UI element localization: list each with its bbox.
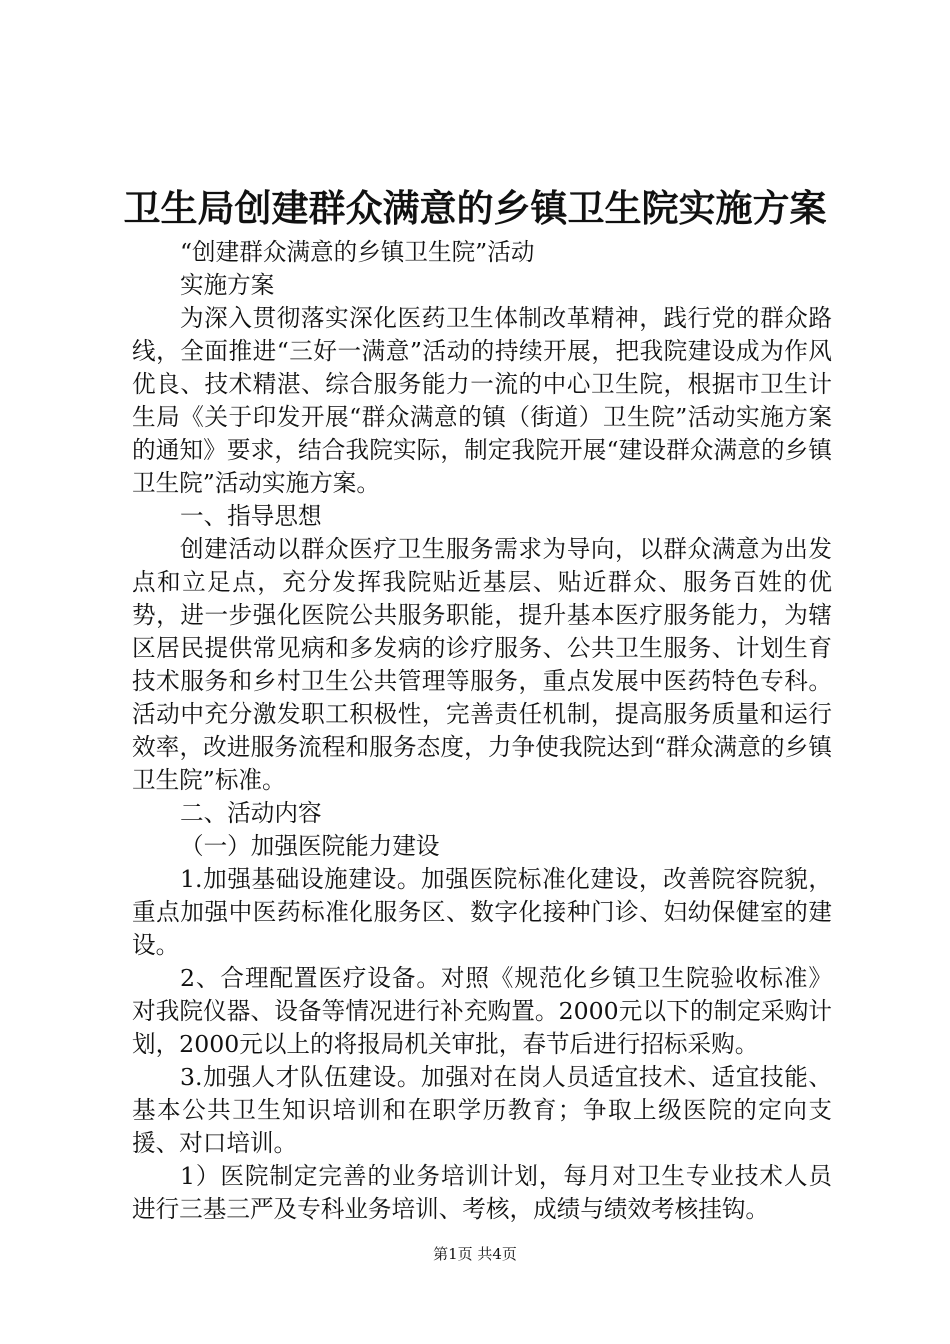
paragraph-infrastructure: 1.加强基础设施建设。加强医院标准化建设，改善院容院貌，重点加强中医药标准化服务区、数字化接种门诊、妇幼保健室的建设。 — [132, 865, 832, 959]
page-footer: 第1页 共4页 — [433, 1245, 517, 1263]
paragraph-intro: 为深入贯彻落实深化医药卫生体制改革精神，践行党的群众路线，全面推进“三好一满意”活动的持续开展，把我院建设成为作风优良、技术精湛、综合服务能力一流的中心卫生院，根据市卫生计生局《关于印发开展“群众满意的镇（街道）卫生院”活动实施方案的通知》要求，结合我院实际，制定我院开展“建设群众满意的乡镇卫生院”活动实施方案。 — [132, 304, 832, 497]
paragraph-training-plan: 1）医院制定完善的业务培训计划，每月对卫生专业技术人员进行三基三严及专科业务培训、考核，成绩与绩效考核挂钩。 — [132, 1162, 832, 1223]
paragraph-activity-name: “创建群众满意的乡镇卫生院”活动 — [180, 238, 535, 266]
document-body — [132, 236, 832, 1226]
document-title: 卫生局创建群众满意的乡镇卫生院实施方案 — [123, 186, 827, 230]
paragraph-plan-label: 实施方案 — [180, 271, 275, 299]
subheading-capacity-building: （一）加强医院能力建设 — [180, 832, 440, 860]
heading-guiding-ideology: 一、指导思想 — [180, 502, 322, 530]
paragraph-talent: 3.加强人才队伍建设。加强对在岗人员适宜技术、适宜技能、基本公共卫生知识培训和在职学历教育；争取上级医院的定向支援、对口培训。 — [132, 1063, 832, 1157]
paragraph-equipment: 2、合理配置医疗设备。对照《规范化乡镇卫生院验收标准》对我院仪器、设备等情况进行补充购置。2000元以下的制定采购计划，2000元以上的将报局机关审批，春节后进行招标采购。 — [132, 964, 832, 1058]
heading-activity-content: 二、活动内容 — [180, 799, 322, 827]
paragraph-guiding-ideology: 创建活动以群众医疗卫生服务需求为导向，以群众满意为出发点和立足点，充分发挥我院贴近基层、贴近群众、服务百姓的优势，进一步强化医院公共服务职能，提升基本医疗服务能力，为辖区居民提供常见病和多发病的诊疗服务、公共卫生服务、计划生育技术服务和乡村卫生公共管理等服务，重点发展中医药特色专科。活动中充分激发职工积极性，完善责任机制，提高服务质量和运行效率，改进服务流程和服务态度，力争使我院达到“群众满意的乡镇卫生院”标准。 — [132, 535, 832, 794]
